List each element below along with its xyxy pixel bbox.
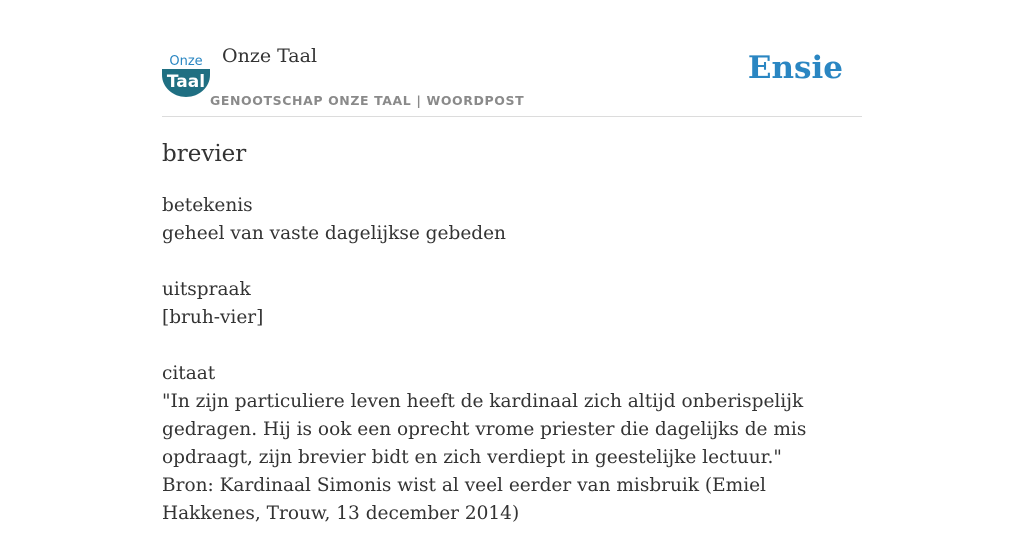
- quote-label: citaat: [162, 363, 216, 384]
- site-name[interactable]: Onze Taal: [222, 45, 318, 67]
- logo-bottom-text: Taal: [166, 72, 206, 92]
- entry-content: [162, 136, 862, 556]
- site-header: [162, 40, 862, 117]
- meaning-label: betekenis: [162, 195, 253, 216]
- onze-taal-logo[interactable]: [162, 53, 210, 97]
- logo-top-text: Onze: [169, 54, 203, 69]
- pronunciation-text: [bruh-vier]: [162, 307, 264, 328]
- meaning-section: [162, 192, 862, 248]
- entry-body: [162, 192, 862, 528]
- quote-source: Bron: Kardinaal Simonis wist al veel eerder van misbruik (Emiel Hakkenes, Trouw, 13 december 2014): [162, 475, 766, 524]
- entry-title: brevier: [162, 141, 247, 167]
- quote-text: "In zijn particuliere leven heeft de kardinaal zich altijd onberispelijk gedragen. Hij is ook een oprecht vrome priester die dagelijks de mis opdraagt, zijn brevier bidt en zich verdiept in geestelijke lectuur.": [162, 391, 807, 468]
- pronunciation-section: [162, 276, 862, 332]
- meaning-text: geheel van vaste dagelijkse gebeden: [162, 223, 506, 244]
- quote-section: [162, 360, 862, 528]
- pronunciation-label: uitspraak: [162, 279, 251, 300]
- ensie-logo-link[interactable]: Ensie: [747, 50, 843, 86]
- site-subtitle: GENOOTSCHAP ONZE TAAL | WOORDPOST: [210, 93, 525, 108]
